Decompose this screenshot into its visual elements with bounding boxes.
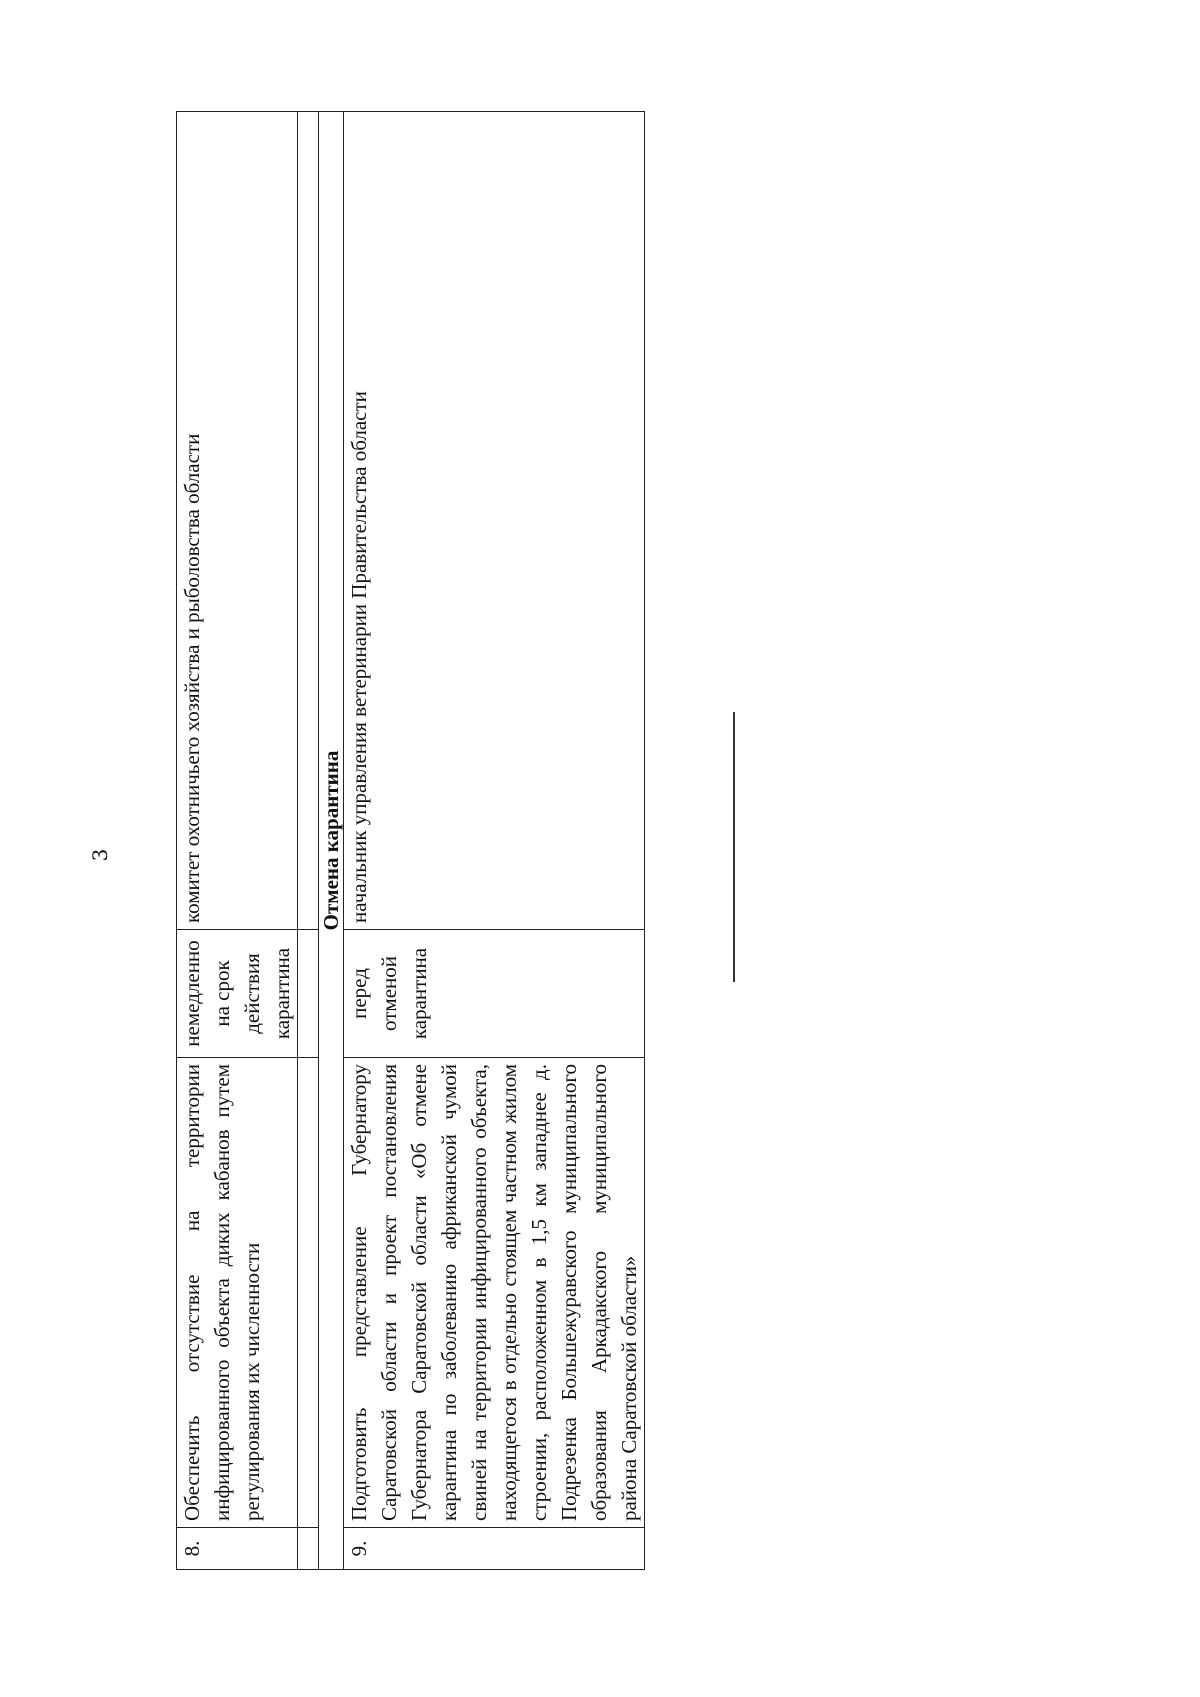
row-number: 8. [177,1528,298,1570]
empty-cell [298,112,319,930]
empty-cell [298,930,319,1058]
page-number: 3 [88,848,112,862]
responsible-cell: комитет охотничьего хозяйства и рыболовства области [177,112,298,930]
table-row [344,112,645,1570]
table-row [177,112,298,1570]
empty-cell [298,1528,319,1570]
empty-cell [298,1058,319,1528]
responsible-cell: начальник управления ветеринарии Правительства области [344,112,645,930]
spacer-row [298,112,319,1570]
separator-line [733,712,735,982]
section-title: Отмена карантина [319,112,344,1570]
section-header-row [319,112,344,1570]
deadline-cell: немедленно на срок действия карантина [177,930,298,1058]
measures-table [176,111,645,1570]
row-number: 9. [344,1528,645,1570]
measure-cell: Подготовить представление Губернатору Саратовской области и проект постановления Губернатора Саратовской области «Об отмене карантина по заболеванию африканской чумой свиней на территории инфицированного объекта, находящегося в отдельно стоящем частном жилом строении, расположенном в 1,5 км западнее д. Подрезенка Большежуравского муниципального образования Аркадакского муниципального района Саратовской области» [344,1058,645,1528]
measure-cell: Обеспечить отсутствие на территории инфицированного объекта диких кабанов путем регулирования их численности [177,1058,298,1528]
rotated-table-container [176,112,642,1570]
deadline-cell: перед отменой карантина [344,930,645,1058]
